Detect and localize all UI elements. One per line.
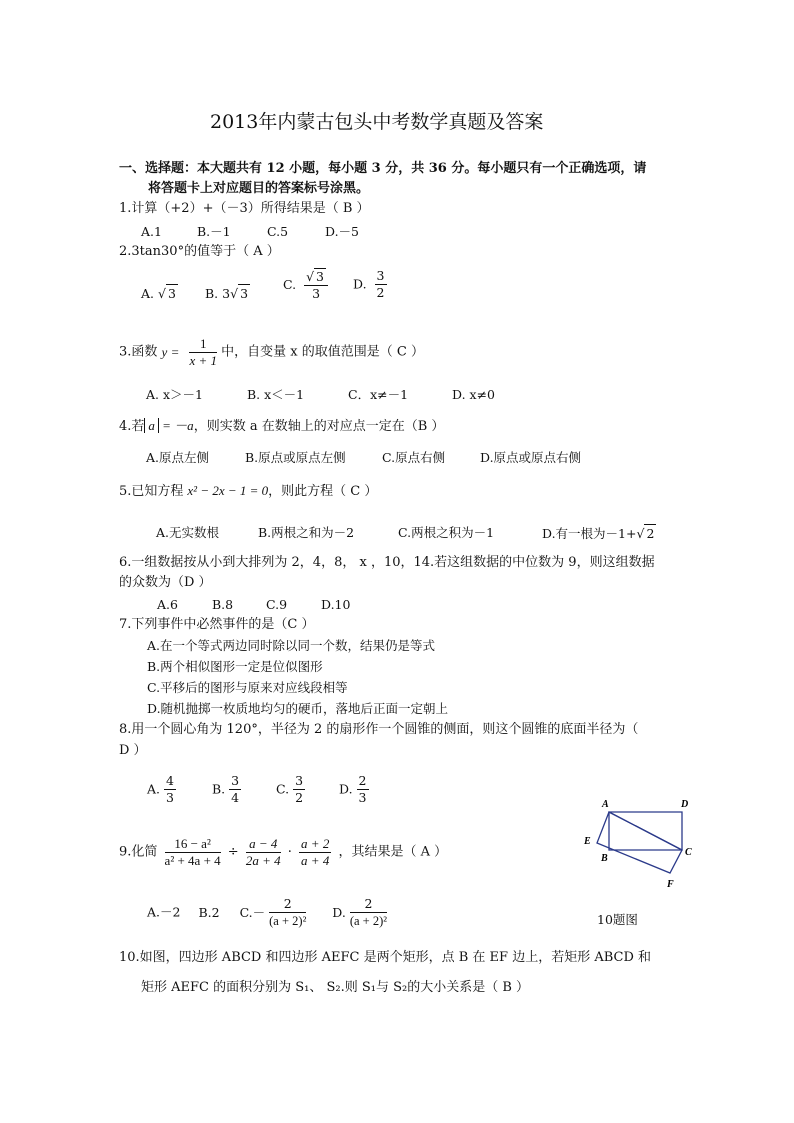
q6-option-c: C.9 bbox=[266, 597, 288, 612]
q9-stem: 9.化简 $\frac{\text{16 − a²}}{\text{a² + 4a + 4}}$ ÷ $\frac{a - 4}{2a + 4}$ · $\frac{a + 2}{a + 4}$ ，其结果是（ A ） bbox=[119, 836, 448, 868]
q3-option-a: A. x＞－1 bbox=[146, 387, 203, 402]
vertex-label-e: E bbox=[584, 836, 591, 847]
q6-line1: 6.一组数据按从小到大排列为 2，4，8， x ，10，14.若这组数据的中位数为 9，则这组数据 bbox=[119, 555, 655, 570]
q4-option-d: D.原点或原点右侧 bbox=[480, 450, 582, 465]
q5-stem: 5.已知方程 x² − 2x − 1 = 0，则此方程（ C ） bbox=[119, 483, 378, 499]
q8-option-c: C. $\frac{3}{2}$ bbox=[276, 773, 304, 805]
vertex-label-b: B bbox=[601, 853, 608, 864]
q8-line1: 8.用一个圆心角为 120°，半径为 2 的扇形作一个圆锥的侧面，则这个圆锥的底面半径为（ bbox=[119, 722, 639, 737]
diagonal-ac bbox=[609, 812, 682, 850]
q6-line2: 的众数为（D ） bbox=[119, 575, 212, 590]
q1-option-d: D.－5 bbox=[325, 224, 360, 239]
vertex-label-f: F bbox=[667, 879, 674, 890]
q2-option-c: C. $\frac{√ 3}{3}$ bbox=[283, 268, 328, 302]
q3-stem: 3.函数 y = $\frac{1}{x + 1}$ 中，自变量 x 的取值范围是（ C ） bbox=[119, 336, 424, 368]
vertex-label-d: D bbox=[681, 799, 689, 810]
q3-option-d: D. x≠0 bbox=[452, 387, 495, 402]
q1-stem: 1.计算（+2）+（－3）所得结果是（ B ） bbox=[119, 201, 370, 216]
q8-option-d: D. $\frac{2}{3}$ bbox=[339, 773, 367, 805]
q6-option-d: D.10 bbox=[321, 597, 351, 612]
figure-caption: 10题图 bbox=[597, 912, 638, 927]
q8-line2: D ） bbox=[119, 743, 147, 758]
q1-option-b: B.－1 bbox=[197, 224, 231, 239]
vertex-label-c: C bbox=[685, 847, 692, 858]
page-title: 2013年内蒙古包头中考数学真题及答案 bbox=[210, 111, 544, 133]
q1-option-a: A.1 bbox=[141, 224, 162, 239]
section-heading-line1: 一、选择题：本大题共有 12 小题，每小题 3 分，共 36 分。每小题只有一个正确选项，请 bbox=[119, 161, 647, 176]
q5-option-c: C.两根之积为－1 bbox=[398, 525, 495, 540]
q3-option-b: B. x＜－1 bbox=[247, 387, 305, 402]
q2-stem: 2.3tan30°的值等于（ A ） bbox=[119, 244, 280, 259]
q5-option-d: D.有一根为－1+√ 2 bbox=[542, 526, 655, 541]
rectangle-aefc bbox=[597, 812, 682, 873]
q7-option-a: A.在一个等式两边同时除以同一个数，结果仍是等式 bbox=[147, 638, 436, 653]
q10-line1: 10.如图，四边形 ABCD 和四边形 AEFC 是两个矩形，点 B 在 EF 边上，若矩形 ABCD 和 bbox=[119, 950, 652, 965]
q4-option-b: B.原点或原点左侧 bbox=[245, 450, 346, 465]
q5-option-b: B.两根之和为－2 bbox=[258, 525, 355, 540]
q10-line2: 矩形 AEFC 的面积分别为 S₁、 S₂.则 S₁与 S₂的大小关系是（ B ） bbox=[141, 980, 530, 995]
q7-option-b: B.两个相似图形一定是位似图形 bbox=[147, 659, 323, 674]
q2-option-d: D. $\frac{3}{2}$ bbox=[353, 268, 385, 300]
q2-option-b: B. 3√ 3 bbox=[205, 286, 249, 301]
section-heading-line2: 将答题卡上对应题目的答案标号涂黑。 bbox=[148, 181, 370, 196]
q1-option-c: C.5 bbox=[267, 224, 289, 239]
q4-option-a: A.原点左侧 bbox=[146, 450, 210, 465]
vertex-label-a: A bbox=[602, 799, 609, 810]
q10-figure bbox=[575, 795, 705, 895]
q4-stem: 4.若 a = －a，则实数 a 在数轴上的对应点一定在（B ） bbox=[119, 418, 445, 434]
q9-options: A.－2 B.2 C.－ $\frac{2}{\text{(a + 2)²}}$ D. $\frac{2}{\text{(a + 2)²}}$ bbox=[147, 896, 388, 928]
q7-option-d: D.随机抛掷一枚质地均匀的硬币，落地后正面一定朝上 bbox=[147, 701, 449, 716]
q5-option-a: A.无实数根 bbox=[156, 525, 220, 540]
q6-option-b: B.8 bbox=[212, 597, 234, 612]
q6-option-a: A.6 bbox=[157, 597, 178, 612]
q8-option-a: A. $\frac{4}{3}$ bbox=[147, 773, 174, 805]
q2-option-a: A. √ 3 bbox=[141, 286, 176, 301]
q3-option-c: C．x≠－1 bbox=[348, 387, 409, 402]
q8-option-b: B. $\frac{3}{4}$ bbox=[212, 773, 240, 805]
q4-option-c: C.原点右侧 bbox=[382, 450, 446, 465]
q7-stem: 7.下列事件中必然事件的是（C ） bbox=[119, 617, 315, 632]
q7-option-c: C.平移后的图形与原来对应线段相等 bbox=[147, 680, 348, 695]
